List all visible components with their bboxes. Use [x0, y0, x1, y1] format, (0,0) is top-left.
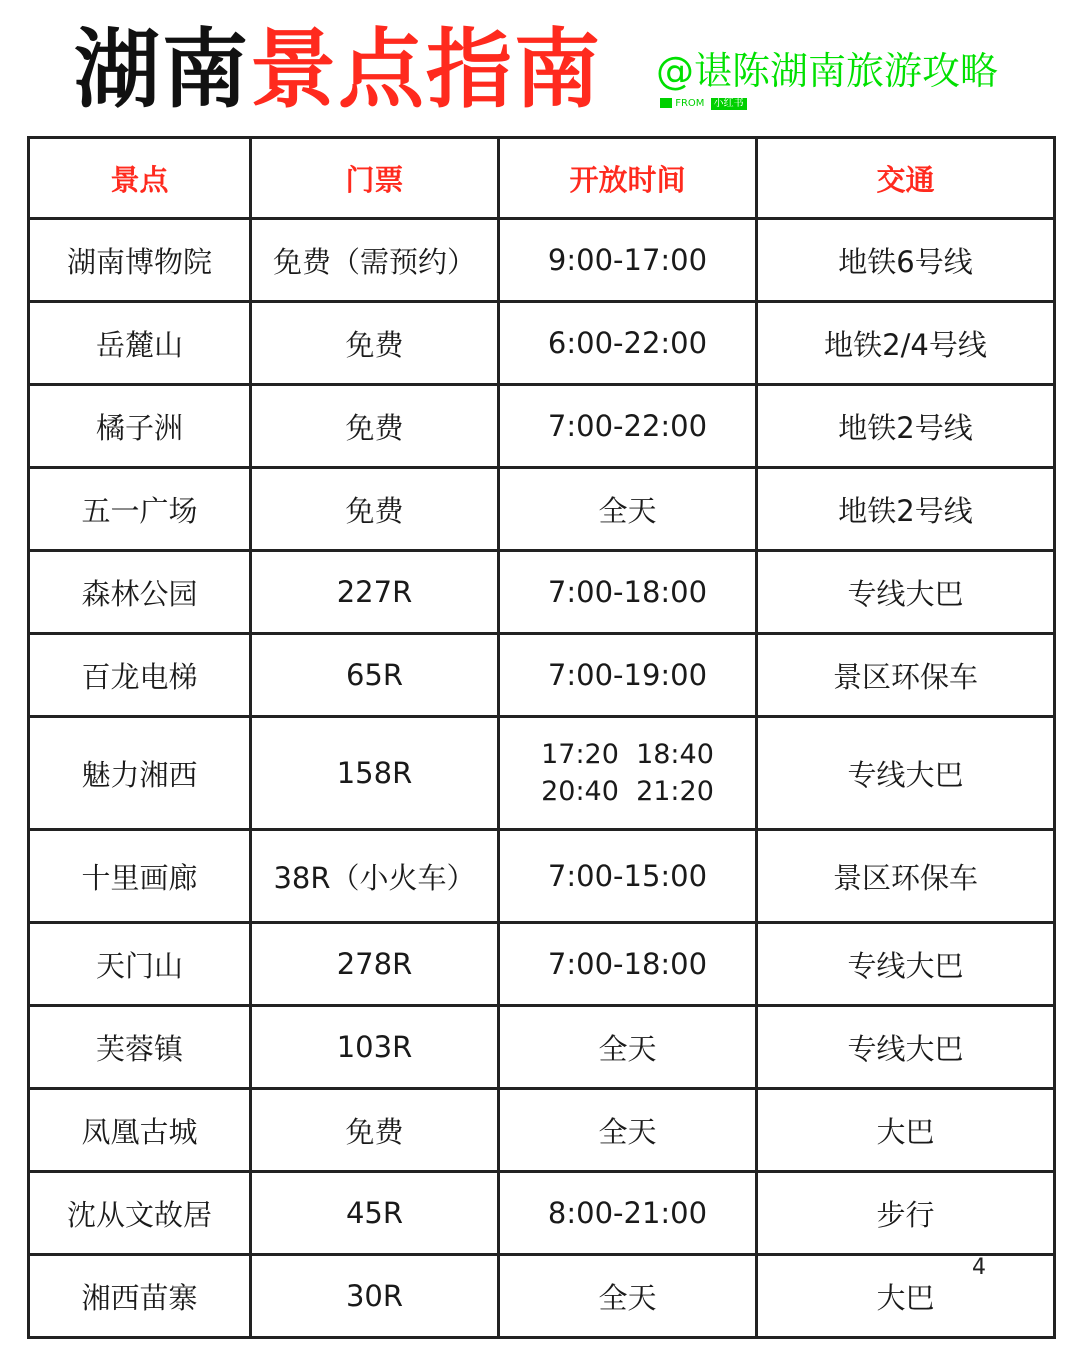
cell-hours: 7:00-18:00: [499, 923, 757, 1006]
cell-transport: 地铁2/4号线: [757, 302, 1055, 385]
cell-hours: 7:00-15:00: [499, 830, 757, 923]
cell-spot: 百龙电梯: [29, 634, 251, 717]
cell-spot: 岳麓山: [29, 302, 251, 385]
watermark-logo-icon: [660, 98, 672, 108]
page-title: [74, 20, 602, 120]
cell-ticket: 免费（需预约）: [251, 219, 499, 302]
title-black-part: 湖南: [74, 20, 250, 120]
cell-transport: 专线大巴: [757, 1006, 1055, 1089]
page-number: 4: [972, 1255, 986, 1280]
cell-spot: 五一广场: [29, 468, 251, 551]
cell-spot: 天门山: [29, 923, 251, 1006]
table-row: [29, 219, 1055, 302]
table-row: [29, 302, 1055, 385]
watermark-from: FROM: [675, 98, 705, 109]
cell-spot: 森林公园: [29, 551, 251, 634]
cell-transport: 地铁6号线: [757, 219, 1055, 302]
cell-ticket: 免费: [251, 385, 499, 468]
table-row: [29, 1006, 1055, 1089]
cell-hours: 7:00-22:00: [499, 385, 757, 468]
cell-transport: 大巴: [757, 1255, 1055, 1338]
cell-transport: 专线大巴: [757, 551, 1055, 634]
cell-ticket: 免费: [251, 1089, 499, 1172]
cell-ticket: 103R: [251, 1006, 499, 1089]
cell-spot: 湖南博物院: [29, 219, 251, 302]
cell-ticket: 免费: [251, 302, 499, 385]
attractions-table: [27, 136, 1056, 1339]
cell-transport: 地铁2号线: [757, 385, 1055, 468]
table-row: [29, 634, 1055, 717]
table-row: [29, 1255, 1055, 1338]
cell-hours: 全天: [499, 1089, 757, 1172]
cell-transport: 大巴: [757, 1089, 1055, 1172]
watermark-source: [660, 98, 747, 110]
watermark-source-tag: 小红书: [711, 98, 747, 110]
cell-ticket: 227R: [251, 551, 499, 634]
cell-spot: 橘子洲: [29, 385, 251, 468]
cell-spot: 沈从文故居: [29, 1172, 251, 1255]
cell-spot: 魅力湘西: [29, 717, 251, 830]
table-row: [29, 551, 1055, 634]
table-row: [29, 717, 1055, 830]
cell-hours: 9:00-17:00: [499, 219, 757, 302]
cell-ticket: 38R（小火车）: [251, 830, 499, 923]
cell-spot: 芙蓉镇: [29, 1006, 251, 1089]
showtimes-text: 17:20 18:40 20:40 21:20: [541, 739, 714, 807]
cell-transport: 步行: [757, 1172, 1055, 1255]
cell-spot: 湘西苗寨: [29, 1255, 251, 1338]
cell-transport: 专线大巴: [757, 923, 1055, 1006]
table-row: [29, 830, 1055, 923]
cell-hours: 全天: [499, 468, 757, 551]
title-red-part: 景点指南: [250, 20, 602, 120]
table-row: [29, 923, 1055, 1006]
cell-ticket: 158R: [251, 717, 499, 830]
cell-hours: [499, 717, 757, 830]
table-header-row: [29, 138, 1055, 219]
cell-hours: 6:00-22:00: [499, 302, 757, 385]
table-row: [29, 1172, 1055, 1255]
cell-ticket: 65R: [251, 634, 499, 717]
cell-spot: 凤凰古城: [29, 1089, 251, 1172]
cell-transport: 地铁2号线: [757, 468, 1055, 551]
header-hours: 开放时间: [499, 138, 757, 219]
cell-transport: 景区环保车: [757, 634, 1055, 717]
cell-ticket: 免费: [251, 468, 499, 551]
watermark-handle: @谌陈湖南旅游攻略: [656, 49, 999, 93]
cell-hours: 全天: [499, 1006, 757, 1089]
table-row: [29, 468, 1055, 551]
cell-hours: 7:00-19:00: [499, 634, 757, 717]
cell-ticket: 45R: [251, 1172, 499, 1255]
header-transport: 交通: [757, 138, 1055, 219]
cell-transport: 景区环保车: [757, 830, 1055, 923]
cell-hours: 7:00-18:00: [499, 551, 757, 634]
cell-hours: 全天: [499, 1255, 757, 1338]
header-spot: 景点: [29, 138, 251, 219]
table-row: [29, 1089, 1055, 1172]
cell-transport: 专线大巴: [757, 717, 1055, 830]
cell-hours: 8:00-21:00: [499, 1172, 757, 1255]
cell-ticket: 278R: [251, 923, 499, 1006]
cell-ticket: 30R: [251, 1255, 499, 1338]
cell-spot: 十里画廊: [29, 830, 251, 923]
header-ticket: 门票: [251, 138, 499, 219]
table-row: [29, 385, 1055, 468]
